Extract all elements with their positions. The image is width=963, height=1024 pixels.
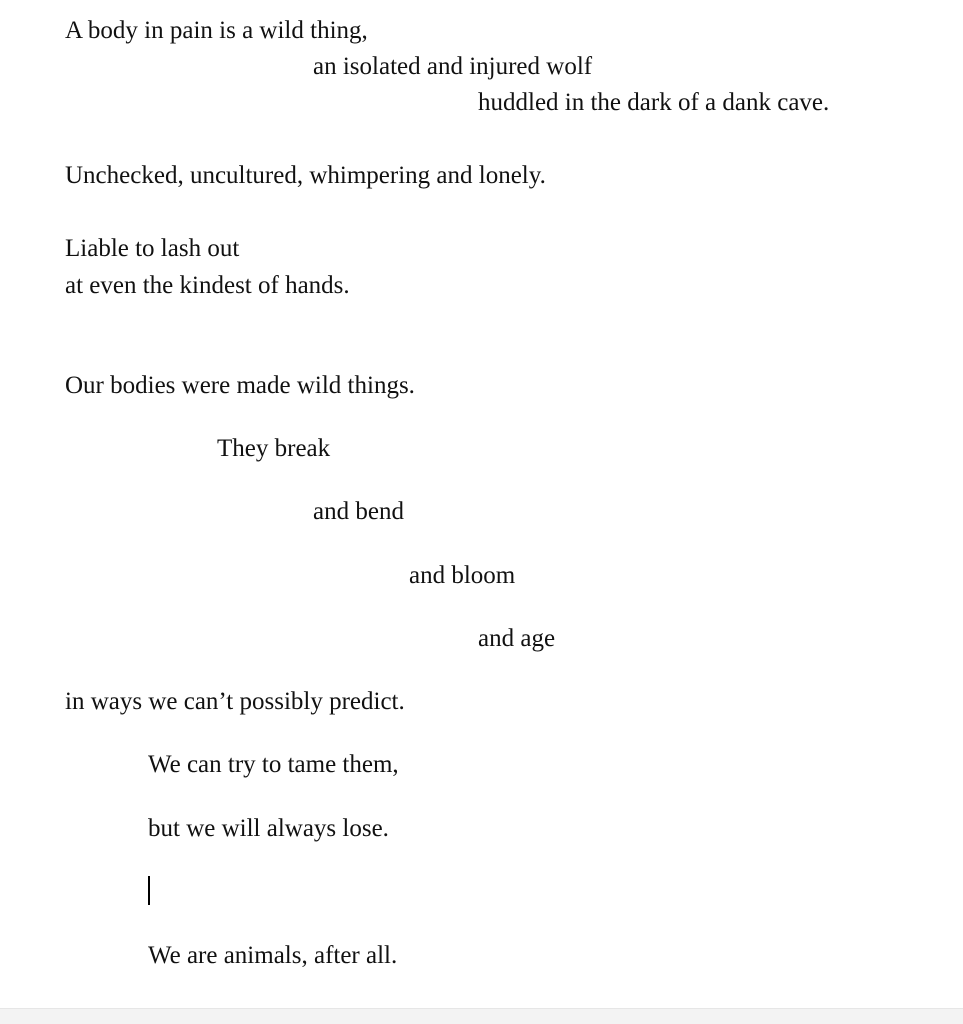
poem-line: A body in pain is a wild thing, (65, 17, 368, 44)
poem-line: at even the kindest of hands. (65, 272, 350, 299)
poem-line: in ways we can’t possibly predict. (65, 688, 405, 715)
poem-line: but we will always lose. (148, 815, 389, 842)
poem-line: We are animals, after all. (148, 942, 398, 969)
poem-line: and age (478, 625, 556, 652)
poem-line: Unchecked, uncultured, whimpering and lonely. (65, 162, 546, 189)
poem-line: Our bodies were made wild things. (65, 372, 415, 399)
poem-line: an isolated and injured wolf (313, 53, 593, 80)
text-cursor (148, 876, 150, 905)
poem-line: We can try to tame them, (148, 751, 399, 778)
poem-line: huddled in the dark of a dank cave. (478, 89, 830, 116)
poem-line: and bloom (409, 562, 516, 589)
bottom-bar (0, 1008, 963, 1024)
poem-line: and bend (313, 498, 404, 525)
poem-line: Liable to lash out (65, 235, 240, 262)
poem-line: They break (217, 435, 331, 462)
